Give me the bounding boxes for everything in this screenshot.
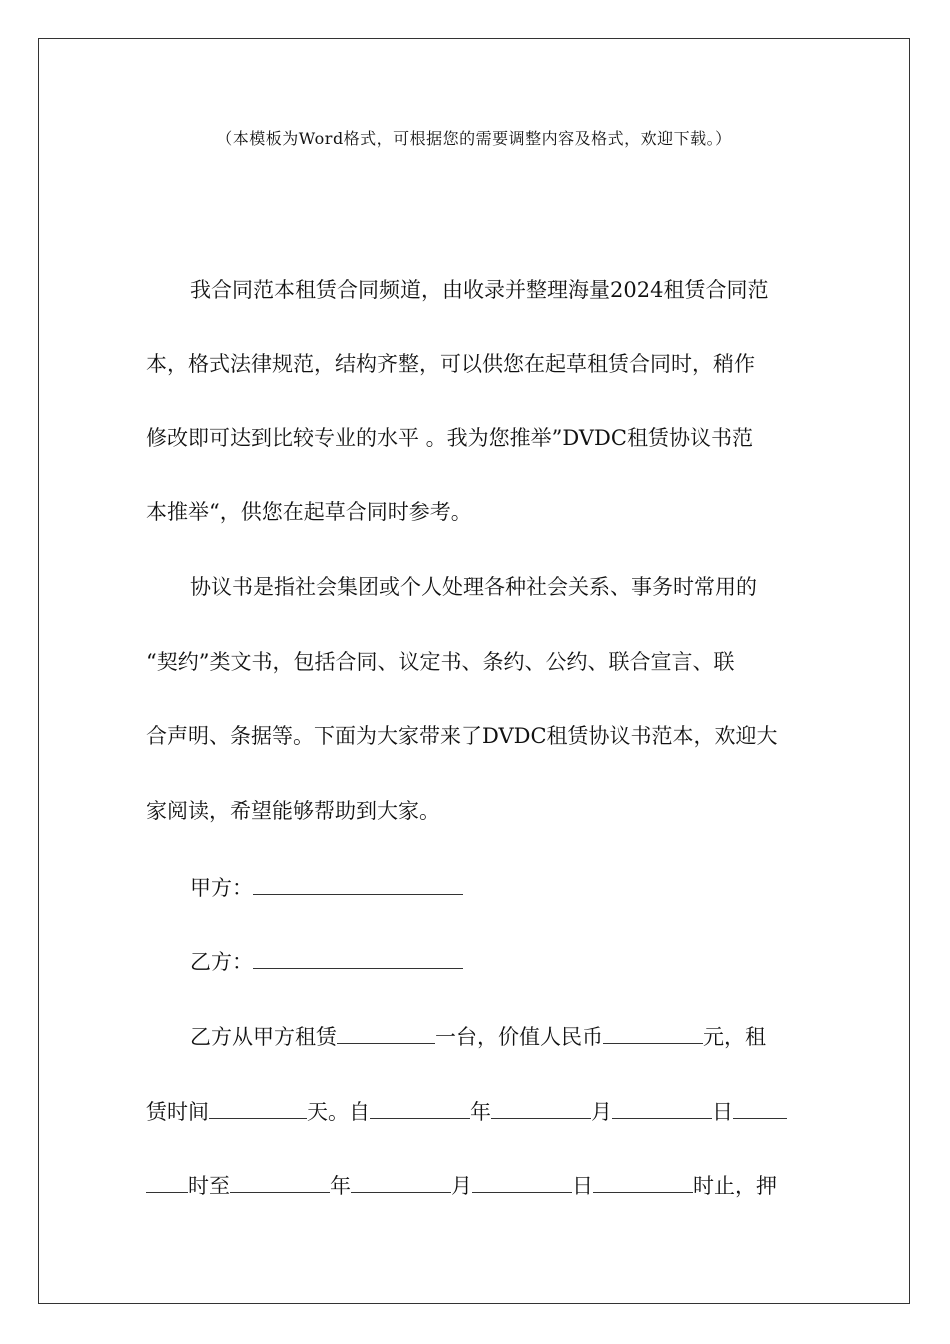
paragraph-1-line-1: 我合同范本租赁合同频道，由收录并整理海量2024租赁合同范 — [190, 278, 769, 302]
rental-text: 乙方从甲方租赁 — [190, 1025, 337, 1049]
party-b-label: 乙方： — [190, 950, 253, 974]
rental-text: 日 — [572, 1174, 593, 1198]
party-a-field[interactable] — [253, 872, 463, 895]
start-day-field[interactable] — [612, 1096, 712, 1119]
end-year-field[interactable] — [230, 1170, 330, 1193]
rental-text: 元，租 — [703, 1025, 766, 1049]
rental-line-2 — [146, 1096, 787, 1126]
rental-text: 月 — [451, 1174, 472, 1198]
party-a-label: 甲方： — [190, 876, 253, 900]
rental-text: 赁时间 — [146, 1100, 209, 1124]
start-month-field[interactable] — [491, 1096, 591, 1119]
rental-text: 一台，价值人民币 — [435, 1025, 603, 1049]
paragraph-2-line-2: “契约”类文书，包括合同、议定书、条约、公约、联合宣言、联 — [146, 650, 735, 674]
item-field[interactable] — [337, 1021, 435, 1044]
paragraph-1-line-2: 本，格式法律规范，结构齐整，可以供您在起草租赁合同时，稍作 — [146, 352, 755, 376]
party-a-row — [190, 872, 463, 902]
rental-text: 年 — [470, 1100, 491, 1124]
end-day-field[interactable] — [472, 1170, 572, 1193]
paragraph-1-line-3: 修改即可达到比较专业的水平 。我为您推举”DVDC租赁协议书范 — [146, 426, 753, 450]
start-hour-field-cont[interactable] — [146, 1170, 188, 1193]
end-month-field[interactable] — [351, 1170, 451, 1193]
start-year-field[interactable] — [370, 1096, 470, 1119]
rental-text: 日 — [712, 1100, 733, 1124]
party-b-field[interactable] — [253, 946, 463, 969]
days-field[interactable] — [209, 1096, 307, 1119]
rental-text: 年 — [330, 1174, 351, 1198]
template-note: （本模板为Word格式，可根据您的需要调整内容及格式，欢迎下载。） — [216, 129, 732, 148]
rental-text: 天。自 — [307, 1100, 370, 1124]
paragraph-2-line-3: 合声明、条据等。下面为大家带来了DVDC租赁协议书范本，欢迎大 — [146, 724, 778, 748]
party-b-row — [190, 946, 463, 976]
rental-text: 时止，押 — [693, 1174, 777, 1198]
rental-line-1 — [190, 1021, 766, 1051]
rental-line-3 — [146, 1170, 777, 1200]
start-hour-field[interactable] — [733, 1096, 787, 1119]
end-hour-field[interactable] — [593, 1170, 693, 1193]
rental-text: 月 — [591, 1100, 612, 1124]
rental-text: 时至 — [188, 1174, 230, 1198]
paragraph-2-line-4: 家阅读，希望能够帮助到大家。 — [146, 799, 440, 823]
paragraph-2-line-1: 协议书是指社会集团或个人处理各种社会关系、事务时常用的 — [190, 575, 757, 599]
value-field[interactable] — [603, 1021, 703, 1044]
paragraph-1-line-4: 本推举“，供您在起草合同时参考。 — [146, 500, 472, 524]
